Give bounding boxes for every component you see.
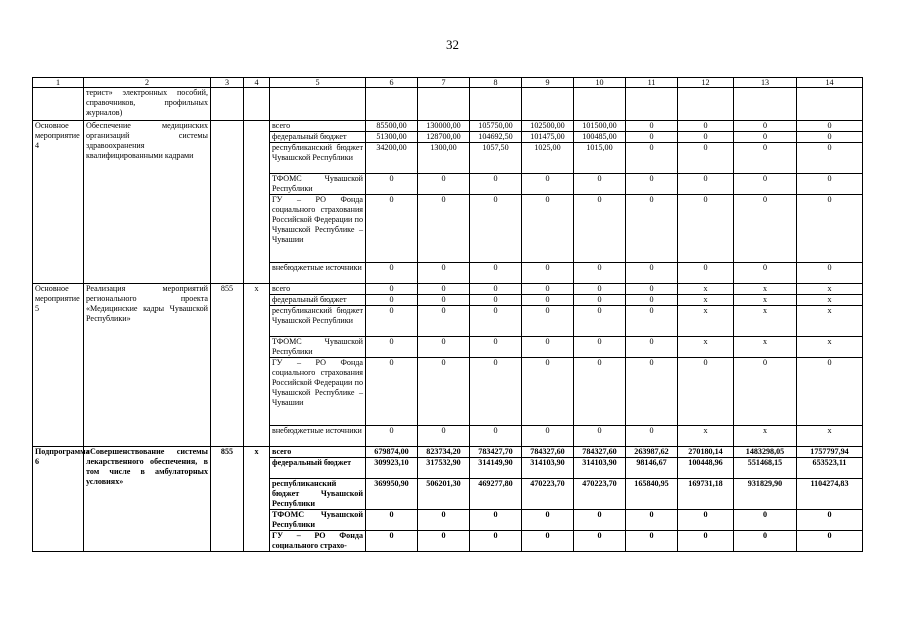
funding-source: внебюджетные источники: [270, 263, 366, 284]
value-cell: 0: [574, 295, 626, 306]
measure-description: «Совершенствование системы лекарственного обеспечения, в том числе в амбулаторных условиях»: [84, 447, 211, 552]
value-cell: 0: [418, 426, 470, 447]
value-cell: х: [797, 426, 863, 447]
value-cell: 0: [797, 263, 863, 284]
cell-empty: [574, 88, 626, 121]
value-cell: 0: [574, 426, 626, 447]
value-cell: 0: [626, 195, 678, 263]
value-cell: 0: [797, 143, 863, 174]
value-cell: 0: [522, 510, 574, 531]
page-number: 32: [446, 37, 459, 52]
cell-empty: [366, 88, 418, 121]
value-cell: 0: [574, 284, 626, 295]
value-cell: 506201,30: [418, 479, 470, 510]
header-cell: 10: [574, 78, 626, 88]
value-cell: 0: [366, 337, 418, 358]
measure-name: Основное мероприятие 5: [33, 284, 84, 447]
value-cell: 783427,70: [470, 447, 522, 458]
value-cell: 104692,50: [470, 132, 522, 143]
value-cell: 98146,67: [626, 458, 678, 479]
value-cell: 0: [522, 306, 574, 337]
value-cell: 0: [470, 174, 522, 195]
value-cell: 0: [470, 358, 522, 426]
value-cell: 0: [678, 510, 734, 531]
cell-empty: [418, 88, 470, 121]
value-cell: 0: [418, 174, 470, 195]
cell-empty: [33, 88, 84, 121]
value-cell: 653523,11: [797, 458, 863, 479]
value-cell: 0: [470, 306, 522, 337]
value-cell: 0: [734, 143, 797, 174]
value-cell: 0: [626, 132, 678, 143]
funding-source: всего: [270, 121, 366, 132]
value-cell: 34200,00: [366, 143, 418, 174]
funding-source: ГУ – РО Фонда социального страхования Российской Федерации по Чувашской Республике – Чувашии: [270, 195, 366, 263]
value-cell: 0: [522, 195, 574, 263]
value-cell: 0: [626, 121, 678, 132]
value-cell: 0: [797, 121, 863, 132]
header-cell: 2: [84, 78, 211, 88]
value-cell: 102500,00: [522, 121, 574, 132]
value-cell: 0: [734, 531, 797, 552]
value-cell: 1483298,05: [734, 447, 797, 458]
value-cell: 1025,00: [522, 143, 574, 174]
value-cell: х: [797, 337, 863, 358]
value-cell: 0: [678, 531, 734, 552]
header-cell: 14: [797, 78, 863, 88]
value-cell: 0: [522, 174, 574, 195]
value-cell: 0: [366, 174, 418, 195]
measure-description: Обеспечение медицинских организаций системы здравоохранения квалифицированными кадрами: [84, 121, 211, 284]
header-row: [33, 78, 863, 88]
value-cell: 263987,62: [626, 447, 678, 458]
value-cell: 0: [574, 337, 626, 358]
measure-code-2: х: [244, 447, 270, 552]
value-cell: 0: [418, 263, 470, 284]
value-cell: 0: [734, 510, 797, 531]
value-cell: 0: [418, 531, 470, 552]
value-cell: 314103,90: [522, 458, 574, 479]
value-cell: 0: [734, 121, 797, 132]
header-cell: 7: [418, 78, 470, 88]
value-cell: 369950,90: [366, 479, 418, 510]
value-cell: 0: [678, 143, 734, 174]
value-cell: 0: [626, 426, 678, 447]
value-cell: х: [734, 426, 797, 447]
value-cell: 128700,00: [418, 132, 470, 143]
value-cell: 0: [366, 306, 418, 337]
value-cell: 0: [574, 306, 626, 337]
value-cell: х: [734, 284, 797, 295]
value-cell: 0: [522, 531, 574, 552]
value-cell: 85500,00: [366, 121, 418, 132]
value-cell: 0: [678, 358, 734, 426]
continuation-text: терист» электронных пособий, справочников, профильных журналов): [84, 88, 211, 121]
value-cell: 0: [734, 132, 797, 143]
value-cell: х: [797, 306, 863, 337]
value-cell: 0: [734, 358, 797, 426]
value-cell: 0: [797, 510, 863, 531]
header-cell: 1: [33, 78, 84, 88]
funding-source: федеральный бюджет: [270, 132, 366, 143]
value-cell: 0: [418, 284, 470, 295]
measure-code-2: [244, 121, 270, 284]
budget-table: [32, 77, 863, 552]
value-cell: 0: [626, 295, 678, 306]
value-cell: 0: [678, 195, 734, 263]
value-cell: 0: [470, 295, 522, 306]
value-cell: 0: [734, 174, 797, 195]
value-cell: 0: [366, 510, 418, 531]
value-cell: 1057,50: [470, 143, 522, 174]
value-cell: 130000,00: [418, 121, 470, 132]
value-cell: 0: [470, 337, 522, 358]
header-cell: 13: [734, 78, 797, 88]
funding-source: ТФОМС Чувашской Республики: [270, 174, 366, 195]
value-cell: 0: [734, 195, 797, 263]
value-cell: 0: [574, 531, 626, 552]
value-cell: 0: [626, 174, 678, 195]
value-cell: 0: [418, 358, 470, 426]
value-cell: 0: [522, 263, 574, 284]
value-cell: 1015,00: [574, 143, 626, 174]
value-cell: х: [797, 295, 863, 306]
header-cell: 6: [366, 78, 418, 88]
value-cell: 0: [574, 174, 626, 195]
value-cell: 0: [797, 174, 863, 195]
value-cell: 51300,00: [366, 132, 418, 143]
header-cell: 3: [211, 78, 244, 88]
value-cell: 0: [797, 531, 863, 552]
funding-source: ТФОМС Чувашской Республики: [270, 510, 366, 531]
value-cell: 0: [418, 510, 470, 531]
value-cell: 169731,18: [678, 479, 734, 510]
value-cell: 165840,95: [626, 479, 678, 510]
value-cell: 0: [626, 510, 678, 531]
funding-source: федеральный бюджет: [270, 458, 366, 479]
value-cell: х: [678, 426, 734, 447]
header-cell: 8: [470, 78, 522, 88]
value-cell: 0: [678, 263, 734, 284]
value-cell: 0: [626, 531, 678, 552]
value-cell: 679874,00: [366, 447, 418, 458]
value-cell: 0: [626, 284, 678, 295]
value-cell: 0: [626, 143, 678, 174]
value-cell: х: [734, 337, 797, 358]
value-cell: 0: [574, 263, 626, 284]
value-cell: 0: [366, 284, 418, 295]
value-cell: 0: [470, 531, 522, 552]
value-cell: 0: [797, 358, 863, 426]
value-cell: 0: [734, 263, 797, 284]
value-cell: 314149,90: [470, 458, 522, 479]
value-cell: 784327,60: [522, 447, 574, 458]
value-cell: 1757797,94: [797, 447, 863, 458]
value-cell: х: [678, 306, 734, 337]
value-cell: 0: [418, 337, 470, 358]
value-cell: 0: [574, 195, 626, 263]
value-cell: х: [678, 337, 734, 358]
value-cell: 101475,00: [522, 132, 574, 143]
value-cell: х: [678, 284, 734, 295]
funding-source: ГУ – РО Фонда социального страхования Российской Федерации по Чувашской Республике – Чувашии: [270, 358, 366, 426]
cell-empty: [270, 88, 366, 121]
value-cell: 314103,90: [574, 458, 626, 479]
value-cell: 1300,00: [418, 143, 470, 174]
funding-source: федеральный бюджет: [270, 295, 366, 306]
value-cell: 0: [678, 121, 734, 132]
value-cell: 551468,15: [734, 458, 797, 479]
funding-source: республиканский бюджет Чувашской Республики: [270, 143, 366, 174]
value-cell: 823734,20: [418, 447, 470, 458]
value-cell: 0: [626, 263, 678, 284]
funding-source: республиканский бюджет Чувашской Республики: [270, 479, 366, 510]
cell-empty: [211, 88, 244, 121]
value-cell: 784327,60: [574, 447, 626, 458]
measure-code-2: х: [244, 284, 270, 447]
value-cell: 0: [366, 426, 418, 447]
header-cell: 11: [626, 78, 678, 88]
value-cell: х: [734, 306, 797, 337]
table-row: [33, 121, 863, 132]
value-cell: 309923,10: [366, 458, 418, 479]
value-cell: 0: [470, 510, 522, 531]
cell-empty: [522, 88, 574, 121]
measure-code: [211, 121, 244, 284]
funding-source: всего: [270, 447, 366, 458]
cell-empty: [678, 88, 734, 121]
table-row: [33, 284, 863, 295]
value-cell: 105750,00: [470, 121, 522, 132]
value-cell: 469277,80: [470, 479, 522, 510]
value-cell: 1104274,83: [797, 479, 863, 510]
value-cell: 0: [574, 510, 626, 531]
header-cell: 5: [270, 78, 366, 88]
value-cell: 0: [470, 426, 522, 447]
value-cell: 0: [626, 358, 678, 426]
measure-code: 855: [211, 447, 244, 552]
value-cell: 317532,90: [418, 458, 470, 479]
value-cell: 0: [797, 195, 863, 263]
value-cell: 470223,70: [522, 479, 574, 510]
value-cell: 100448,96: [678, 458, 734, 479]
value-cell: 270180,14: [678, 447, 734, 458]
value-cell: 0: [366, 358, 418, 426]
value-cell: 0: [366, 531, 418, 552]
value-cell: 0: [522, 426, 574, 447]
table-row: [33, 447, 863, 458]
measure-code: 855: [211, 284, 244, 447]
value-cell: 470223,70: [574, 479, 626, 510]
value-cell: 0: [522, 295, 574, 306]
continuation-row: [33, 88, 863, 121]
header-cell: 9: [522, 78, 574, 88]
value-cell: 100485,00: [574, 132, 626, 143]
value-cell: 931829,90: [734, 479, 797, 510]
value-cell: 0: [470, 263, 522, 284]
value-cell: 0: [470, 195, 522, 263]
header-cell: 12: [678, 78, 734, 88]
measure-name: Подпрограмма 6: [33, 447, 84, 552]
value-cell: 0: [366, 195, 418, 263]
value-cell: 0: [366, 263, 418, 284]
value-cell: 0: [626, 337, 678, 358]
cell-empty: [626, 88, 678, 121]
funding-source: внебюджетные источники: [270, 426, 366, 447]
measure-description: Реализация мероприятий регионального проекта «Медицинские кадры Чувашской Республики»: [84, 284, 211, 447]
funding-source: ГУ – РО Фонда социального страхо-: [270, 531, 366, 552]
funding-source: ТФОМС Чувашской Республики: [270, 337, 366, 358]
value-cell: 101500,00: [574, 121, 626, 132]
value-cell: 0: [678, 132, 734, 143]
value-cell: 0: [366, 295, 418, 306]
value-cell: 0: [522, 337, 574, 358]
value-cell: 0: [418, 306, 470, 337]
value-cell: 0: [574, 358, 626, 426]
value-cell: 0: [522, 284, 574, 295]
value-cell: 0: [418, 295, 470, 306]
value-cell: 0: [418, 195, 470, 263]
funding-source: всего: [270, 284, 366, 295]
value-cell: 0: [678, 174, 734, 195]
value-cell: х: [734, 295, 797, 306]
measure-name: Основное мероприятие 4: [33, 121, 84, 284]
cell-empty: [734, 88, 797, 121]
value-cell: 0: [797, 132, 863, 143]
cell-empty: [244, 88, 270, 121]
header-cell: 4: [244, 78, 270, 88]
cell-empty: [470, 88, 522, 121]
value-cell: 0: [626, 306, 678, 337]
value-cell: 0: [522, 358, 574, 426]
value-cell: х: [678, 295, 734, 306]
value-cell: х: [797, 284, 863, 295]
funding-source: республиканский бюджет Чувашской Республики: [270, 306, 366, 337]
cell-empty: [797, 88, 863, 121]
value-cell: 0: [470, 284, 522, 295]
